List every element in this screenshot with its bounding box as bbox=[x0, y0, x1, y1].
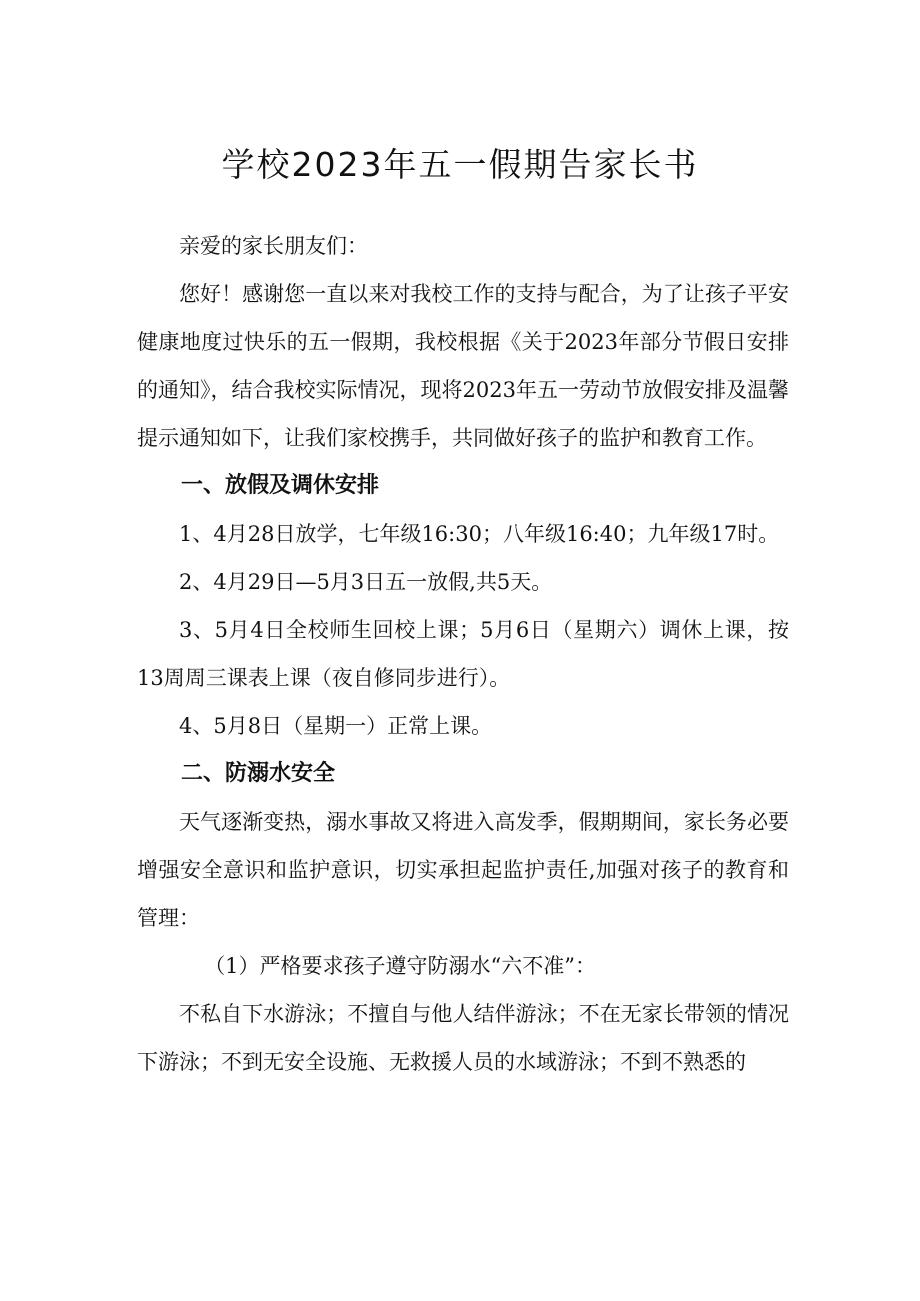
section-heading-schedule: 一、放假及调休安排 bbox=[181, 473, 380, 498]
drowning-rule-title: （1）严格要求孩子遵守防溺水“六不准”： bbox=[204, 954, 597, 978]
schedule-item-3: 3、5月4日全校师生回校上课；5月6日（星期六）调休上课，按13周周三课表上课（夜自修同步进行）。 bbox=[137, 618, 789, 690]
drowning-rule-text: 不私自下水游泳；不擅自与他人结伴游泳；不在无家长带领的情况下游泳；不到无安全设施、无救援人员的水域游泳；不到不熟悉的 bbox=[137, 1002, 789, 1074]
document-body bbox=[137, 222, 789, 1086]
schedule-item-4: 4、5月8日（星期一）正常上课。 bbox=[179, 714, 493, 738]
section-heading-drowning: 二、防溺水安全 bbox=[181, 761, 336, 786]
salutation: 亲爱的家长朋友们： bbox=[179, 234, 368, 258]
drowning-paragraph: 天气逐渐变热，溺水事故又将进入高发季，假期期间，家长务必要增强安全意识和监护意识，切实承担起监护责任,加强对孩子的教育和管理： bbox=[137, 810, 789, 930]
schedule-item-1: 1、4月28日放学，七年级16:30；八年级16:40；九年级17时。 bbox=[179, 522, 780, 546]
schedule-item-2: 2、4月29日—5月3日五一放假,共5天。 bbox=[179, 570, 553, 594]
intro-paragraph: 您好！感谢您一直以来对我校工作的支持与配合，为了让孩子平安健康地度过快乐的五一假期，我校根据《关于2023年部分节假日安排的通知》，结合我校实际情况，现将2023年五一劳动节放假安排及温馨提示通知如下，让我们家校携手，共同做好孩子的监护和教育工作。 bbox=[137, 282, 789, 450]
document-title: 学校2023年五一假期告家长书 bbox=[221, 145, 699, 184]
